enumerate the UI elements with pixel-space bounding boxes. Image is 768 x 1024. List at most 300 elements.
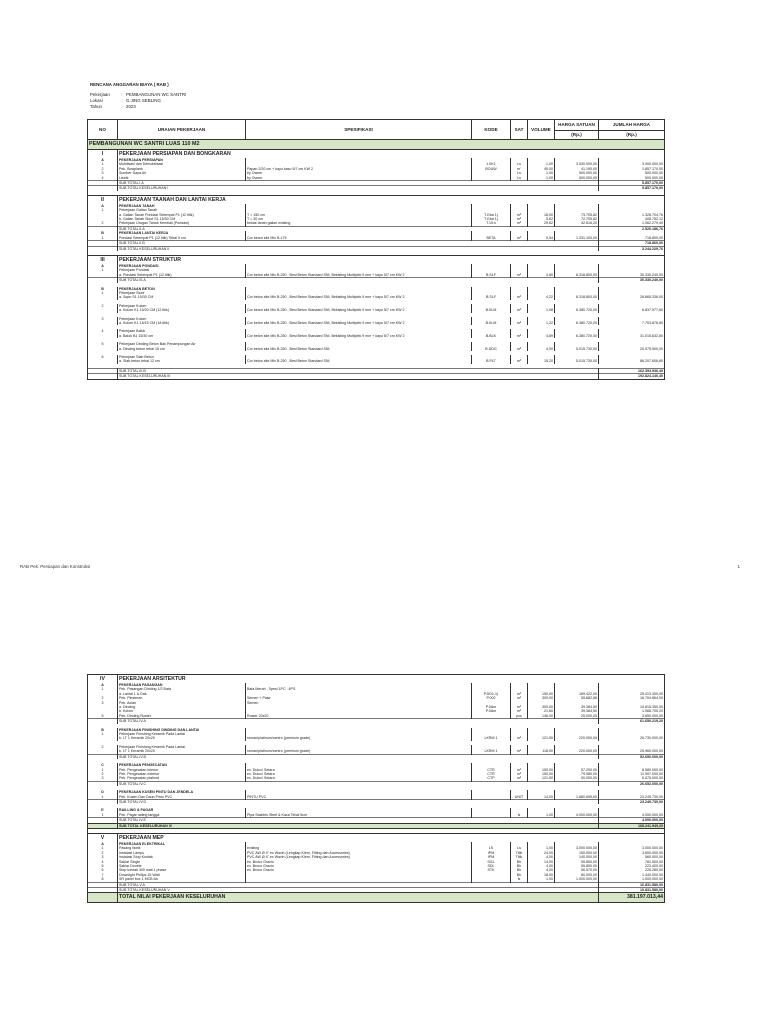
item-unit: m³ bbox=[511, 321, 528, 325]
rab-table-body bbox=[88, 675, 665, 903]
item-unit-price: 79.980,00 bbox=[555, 772, 599, 776]
item-description: Pekerjaan Kolom bbox=[118, 317, 246, 321]
item-description: Instalasi Lampu bbox=[118, 851, 246, 855]
subtotal-label: SUB TOTAL IV.A bbox=[118, 719, 599, 724]
item-volume: 4,00 bbox=[528, 855, 555, 859]
item-description: Stop kontak 300 watt 1 phase bbox=[118, 868, 246, 872]
meta-separator: : bbox=[121, 98, 123, 103]
item-code: CTR bbox=[472, 768, 511, 772]
subtotal-label: SUB TOTAL IV.D bbox=[118, 799, 599, 804]
item-unit: m' bbox=[511, 167, 528, 171]
item-number: 1 bbox=[88, 208, 118, 212]
item-volume: 4,00 bbox=[528, 864, 555, 868]
subtotal-label: SUB TOTAL II.A bbox=[118, 226, 599, 231]
group-title: PEKERJAAN PONDASI bbox=[118, 264, 246, 268]
item-total: 23.249.730,00 bbox=[599, 795, 665, 800]
subtotal-amount: 192.824.146,40 bbox=[599, 374, 665, 379]
item-unit-price: 73.705,82 bbox=[555, 213, 599, 217]
item-unit: m³ bbox=[511, 213, 528, 217]
item-code: B.SLF bbox=[472, 295, 511, 299]
item-code: IPM bbox=[472, 855, 511, 859]
section-header-row bbox=[88, 675, 665, 684]
subtotal-label: SUB TOTAL III.B bbox=[118, 368, 599, 373]
footer-page-number: 1 bbox=[737, 564, 740, 569]
meta-year-row bbox=[90, 104, 390, 110]
group-letter: A bbox=[88, 842, 118, 846]
header-unit: SAT bbox=[511, 120, 528, 140]
meta-key: Pekerjaan bbox=[90, 92, 110, 97]
item-total: 3.000.000,00 bbox=[599, 846, 665, 850]
item-specification: Cor beton site Mix B-250 , Besi Beton Standard SNI, Bekisting Multiplek 9 mm + kayu 5/7 cm KW 2 bbox=[246, 334, 472, 338]
item-unit-price: 72.705,82 bbox=[555, 217, 599, 221]
item-description: Mobilisasi dan Demobilisasi bbox=[118, 162, 246, 166]
section-number: IV bbox=[88, 675, 118, 684]
item-specification: ex. Dulux/ Setara bbox=[246, 768, 472, 772]
group-letter: A bbox=[88, 158, 118, 162]
item-unit-price: 6.380.720,00 bbox=[555, 321, 599, 325]
rab-table-header bbox=[88, 120, 665, 140]
item-unit-price: 55.682,88 bbox=[555, 696, 599, 700]
item-total: 30.330.240,00 bbox=[599, 273, 665, 278]
item-unit-price: 39.384,50 bbox=[555, 705, 599, 709]
item-description: a. Lantai 1 & Dak bbox=[118, 692, 246, 696]
item-volume: 4,89 bbox=[528, 334, 555, 338]
subtotal-label: SUB TOTAL KESELURUHAN IV bbox=[118, 823, 599, 828]
item-unit-price: 42.616,20 bbox=[555, 221, 599, 226]
item-unit-price: 150.000,00 bbox=[555, 851, 599, 855]
item-unit-price: 55.850,00 bbox=[555, 864, 599, 868]
item-unit: m² bbox=[511, 705, 528, 709]
subtotal-label: SUB TOTAL III.A bbox=[118, 278, 599, 283]
item-specification: Papan 2/20 cm + kayu kaso 5/7 cm KW 2 bbox=[246, 167, 472, 171]
subtotal-amount: 5.857.170,00 bbox=[599, 186, 665, 191]
item-total: 3.600.000,00 bbox=[599, 851, 665, 855]
item-volume: 1,08 bbox=[528, 308, 555, 312]
item-code: LKRM 1 bbox=[472, 736, 511, 740]
rab-table-page-1 bbox=[87, 119, 665, 380]
item-specification: bekas tanah galian existing bbox=[246, 221, 472, 226]
item-unit: m³ bbox=[511, 359, 528, 363]
item-description: Pekerjaan Urugan Tanah Kembali (Pondasi) bbox=[118, 221, 246, 226]
subtotal-amount: 162.393.936,40 bbox=[599, 368, 665, 373]
item-description: Pek. Pengecatan plafond bbox=[118, 776, 246, 781]
item-total: 1.440.000,00 bbox=[599, 873, 665, 877]
item-volume: 150,00 bbox=[528, 768, 555, 772]
item-unit-price: 500.000,00 bbox=[555, 176, 599, 181]
item-volume: 18,00 bbox=[528, 873, 555, 877]
item-unit: m² bbox=[511, 772, 528, 776]
item-specification: ex. Broco Grazio bbox=[246, 868, 472, 872]
item-description: a. Pondasi Setempat P1 (12 titik) bbox=[118, 273, 246, 278]
subtotal-amount: 26.652.000,00 bbox=[599, 781, 665, 786]
item-total: 31.015.632,80 bbox=[599, 334, 665, 338]
item-unit-price: 80.000,00 bbox=[555, 873, 599, 877]
section-number: V bbox=[88, 833, 118, 842]
item-number: 2 bbox=[88, 167, 118, 171]
section-header-row bbox=[88, 150, 665, 159]
item-specification: Cor beton site Mix B-250 , Besi Beton Standard SNI, Bekisting Multiplek 9 mm + kayu 5/7 cm KW 2 bbox=[246, 321, 472, 325]
grand-total-row bbox=[88, 893, 665, 903]
item-description: Saklar Double bbox=[118, 864, 246, 868]
subtotal-label: SUB TOTAL IV.C bbox=[118, 781, 599, 786]
item-specification: Semen + Pasir bbox=[246, 696, 472, 700]
item-description: a. Sqon S1 15/30 CM bbox=[118, 295, 246, 299]
item-volume: 300,00 bbox=[528, 696, 555, 700]
item-total: 3.000.000,00 bbox=[599, 162, 665, 166]
item-code: P.0Am bbox=[472, 705, 511, 709]
section-title: PEKERJAAN MEP bbox=[118, 833, 665, 842]
meta-key: Tahun bbox=[90, 104, 102, 109]
item-total: 86.207.606,80 bbox=[599, 359, 665, 363]
item-code: B.PLT bbox=[472, 359, 511, 363]
subtotal-amount: 2.526.186,76 bbox=[599, 226, 665, 231]
subtotal-amount: 3.244.229,76 bbox=[599, 246, 665, 251]
item-description: Listrik bbox=[118, 176, 246, 181]
meta-separator: : bbox=[121, 104, 123, 109]
header-total-currency: (Rp.) bbox=[599, 131, 665, 140]
item-unit-price: 41.190,00 bbox=[555, 167, 599, 171]
item-description: a. Dinding bbox=[118, 705, 246, 709]
item-specification: Semen bbox=[246, 701, 472, 705]
item-description: Pekerjaan Kolom bbox=[118, 304, 246, 308]
item-number: 2 bbox=[88, 772, 118, 776]
item-description: Pek. Bowplank bbox=[118, 167, 246, 171]
item-unit: Bh bbox=[511, 860, 528, 864]
item-unit: m² bbox=[511, 749, 528, 754]
group-letter: A bbox=[88, 683, 118, 687]
rab-table-page-2 bbox=[87, 674, 665, 903]
item-total: 3.650.000,00 bbox=[599, 714, 665, 719]
item-specification: PVC AW Ø 4" ex Wavin (Lengkap Klem, Fitting dan Accessories) bbox=[246, 851, 472, 855]
item-description: a. Balok B1 15/30 cm bbox=[118, 334, 246, 338]
item-code: T.Gba 1) bbox=[472, 213, 511, 217]
item-description: b. LT 1 Keramik 20x20 bbox=[118, 749, 246, 754]
item-unit: Bh bbox=[511, 873, 528, 877]
section-title: PEKERJAAN ARSITEKTUR bbox=[118, 675, 665, 684]
item-volume: 121,50 bbox=[528, 776, 555, 781]
item-description: Pekerjaan Slab Beton bbox=[118, 355, 246, 359]
item-number: 2 bbox=[88, 851, 118, 855]
item-volume: 1,00 bbox=[528, 176, 555, 181]
item-total: 560.000,00 bbox=[599, 855, 665, 859]
item-description: a. Galian Tanah Pondasi Setempat P1 (12 titik) bbox=[118, 213, 246, 217]
item-unit: ls bbox=[511, 813, 528, 818]
item-specification: Bata Merah , Spesi 1PC : 4PS bbox=[246, 687, 472, 691]
item-description: a. Slab beton tebal 12 cm bbox=[118, 359, 246, 363]
item-number: 5 bbox=[88, 864, 118, 868]
item-total: 6.837.977,60 bbox=[599, 308, 665, 312]
item-unit-price: 57.200,00 bbox=[555, 768, 599, 772]
item-description: Instalasi Stop Kontak bbox=[118, 855, 246, 859]
empty-cell bbox=[88, 893, 118, 903]
item-code: STK bbox=[472, 868, 511, 872]
item-total: 1.066.705,20 bbox=[599, 709, 665, 713]
item-specification: Cor beton site Mix B-250 , Besi Beton Standard SNI, Bekisting Multiplek 9 mm + kayu 5/7 cm KW 2 bbox=[246, 295, 472, 299]
item-description: Pekerjaan Galian Tanah bbox=[118, 208, 246, 212]
item-volume: 150,00 bbox=[528, 772, 555, 776]
item-volume: 5,62 bbox=[528, 217, 555, 221]
item-total: 223.400,00 bbox=[599, 864, 665, 868]
item-code: P.0Am bbox=[472, 709, 511, 713]
item-specification: Cor beton site Mix B-250 , Besi Beton Standard SNI bbox=[246, 359, 472, 363]
subtotal-row bbox=[88, 374, 665, 379]
item-code: BETA bbox=[472, 236, 511, 241]
item-unit: Bh bbox=[511, 864, 528, 868]
item-unit-price: 5.015.730,00 bbox=[555, 347, 599, 351]
item-specification: Cor beton site Mix B-250 , Besi Beton Standard SNI, Bekisting Multiplek 9 mm + kayu 5/7 cm KW 2 bbox=[246, 308, 472, 312]
group-letter: B bbox=[88, 728, 118, 732]
item-number: 2 bbox=[88, 221, 118, 226]
project-band-title: PEMBANGUNAN WC SANTRI LUAS 110 M2 bbox=[88, 140, 665, 150]
item-description: Pek. Pengecatan exterior bbox=[118, 772, 246, 776]
subtotal-label: SUB TOTAL II.B bbox=[118, 241, 599, 246]
group-title: PEKERJAAN LANTAI KERJA bbox=[118, 231, 246, 235]
item-total: 7.703.876,80 bbox=[599, 321, 665, 325]
item-description: Pek. Dinding Roster bbox=[118, 714, 246, 719]
item-unit-price: 500.000,00 bbox=[555, 171, 599, 175]
group-title: PEKERJAAN TANAH bbox=[118, 204, 246, 208]
header-unit-price: HARGA SATUAN bbox=[555, 120, 599, 131]
item-unit: m³ bbox=[511, 308, 528, 312]
item-unit: m³ bbox=[511, 217, 528, 221]
section-number: II bbox=[88, 195, 118, 204]
group-letter: A bbox=[88, 264, 118, 268]
item-unit: m³ bbox=[511, 221, 528, 226]
meta-value: PEMBANGUNAN WC SANTRI bbox=[126, 92, 187, 97]
item-number: 1 bbox=[88, 732, 118, 736]
meta-separator: : bbox=[121, 92, 123, 97]
item-volume: 45,00 bbox=[528, 167, 555, 171]
section-title: PEKERJAAN PERSIAPAN DAN BONGKARAN bbox=[118, 150, 665, 159]
item-number: 5 bbox=[88, 342, 118, 346]
item-specification: Cor beton site Mix B-250 , Besi Beton Standard SNI bbox=[246, 347, 472, 351]
item-total: 500.000,00 bbox=[599, 176, 665, 181]
item-number: 6 bbox=[88, 868, 118, 872]
item-unit-price: 3.000.000,00 bbox=[555, 846, 599, 850]
item-total: 226.280,00 bbox=[599, 868, 665, 872]
group-title: PEKERJAAN KUSEN PINTU DAN JENDELA bbox=[118, 790, 246, 794]
subtotal-label: SUB TOTAL KESELURUHAN II bbox=[118, 246, 599, 251]
item-unit-price: 3.000.000,00 bbox=[555, 162, 599, 166]
group-title: PEKERJAAN BETON bbox=[118, 287, 246, 291]
item-number: 1 bbox=[88, 268, 118, 272]
item-code: IPM bbox=[472, 851, 511, 855]
section-number: I bbox=[88, 150, 118, 159]
item-volume: 1,00 bbox=[528, 846, 555, 850]
item-unit-price: 220.000,00 bbox=[555, 749, 599, 754]
item-description: a. Kolom K1 15/15 CM (18 titik) bbox=[118, 321, 246, 325]
item-code: B.DDG bbox=[472, 347, 511, 351]
item-volume: 1,22 bbox=[528, 321, 555, 325]
item-unit: Titik bbox=[511, 855, 528, 859]
item-specification: Cor beton site Mix B-175 bbox=[246, 236, 472, 241]
item-description: Saklar Single bbox=[118, 860, 246, 864]
item-unit-price: 220.000,00 bbox=[555, 736, 599, 740]
item-specification: Roster 20x20 bbox=[246, 714, 472, 719]
item-volume: 24,00 bbox=[528, 851, 555, 855]
subtotal-label: SUB TOTAL IV.E bbox=[118, 818, 599, 823]
item-number: 3 bbox=[88, 317, 118, 321]
item-total: 1.326.704,76 bbox=[599, 213, 665, 217]
item-volume: 118,00 bbox=[528, 749, 555, 754]
item-code: P.DD1-1) bbox=[472, 692, 511, 696]
item-unit: m³ bbox=[511, 334, 528, 338]
group-title: PEKERJAAN ELEKTRIKAL bbox=[118, 842, 246, 846]
item-description: Pekerjaan Dinding Beton Bak Penampungan Air bbox=[118, 342, 246, 346]
item-total: 6.075.000,00 bbox=[599, 776, 665, 781]
section-title: PEKERJAAN TAANAH DAN LANTAI KERJA bbox=[118, 195, 665, 204]
group-title: PEKERJAAN PENGECATAN bbox=[118, 763, 246, 767]
item-volume: 4,00 bbox=[528, 347, 555, 351]
item-unit: ls bbox=[511, 877, 528, 882]
item-unit-price: 5.015.730,00 bbox=[555, 359, 599, 363]
meta-value: 2023 bbox=[126, 104, 136, 109]
item-description: b. Galian Tanah Sloof S1 15/30 CM bbox=[118, 217, 246, 221]
subtotal-label: SUB TOTAL KESELURUHAN III bbox=[118, 374, 599, 379]
item-unit-price: 1.331.100,00 bbox=[555, 236, 599, 241]
item-unit: m² bbox=[511, 709, 528, 713]
item-volume: 150,00 bbox=[528, 692, 555, 696]
item-total: 1.857.170,00 bbox=[599, 167, 665, 171]
item-number: 3 bbox=[88, 171, 118, 175]
item-code: B.KLM bbox=[472, 321, 511, 325]
item-description: Pekerjaan Sloof bbox=[118, 291, 246, 295]
group-title: RAILLING & PAGAR bbox=[118, 808, 246, 812]
subtotal-amount: 30.330.240,00 bbox=[599, 278, 665, 283]
item-unit: m³ bbox=[511, 295, 528, 299]
item-volume: 1,00 bbox=[528, 162, 555, 166]
item-volume: 4,80 bbox=[528, 273, 555, 278]
header-volume: VOLUME bbox=[528, 120, 555, 140]
item-description: Pekerjaan Finishing Keramik Pada Lantai bbox=[118, 732, 246, 736]
item-volume: 29,62 bbox=[528, 221, 555, 226]
item-volume: 121,50 bbox=[528, 736, 555, 740]
item-total: 4.000.000,00 bbox=[599, 813, 665, 818]
item-unit: m² bbox=[511, 776, 528, 781]
item-specification: PVC AW Ø 4" ex Wavin (Lengkap Klem, Fitting dan Accessories) bbox=[246, 855, 472, 859]
subtotal-amount: 168.241.949,20 bbox=[599, 823, 665, 828]
item-total: 26.665.336,00 bbox=[599, 295, 665, 299]
item-number: 2 bbox=[88, 304, 118, 308]
document-header bbox=[90, 82, 390, 110]
subtotal-label: TOTAL NILAI PEKERJAAN KESELURUHAN bbox=[118, 893, 599, 903]
item-description: b. Kolom bbox=[118, 709, 246, 713]
item-code: CTP bbox=[472, 776, 511, 781]
item-specification: by Owner bbox=[246, 171, 472, 175]
item-unit: Bh bbox=[511, 868, 528, 872]
item-unit: Ls bbox=[511, 171, 528, 175]
item-total: 8.580.000,00 bbox=[599, 768, 665, 772]
item-unit: m² bbox=[511, 768, 528, 772]
project-band-row bbox=[88, 140, 665, 150]
page-footer bbox=[20, 564, 740, 569]
item-unit: m² bbox=[511, 736, 528, 740]
item-unit-price: 140.000,00 bbox=[555, 855, 599, 859]
item-unit-price: 4.000.000,00 bbox=[555, 813, 599, 818]
item-description: Pek. Acian bbox=[118, 701, 246, 705]
header-spec: SPESIFIKASI bbox=[246, 120, 472, 140]
group-letter: B bbox=[88, 287, 118, 291]
item-code: 1.0K1 bbox=[472, 162, 511, 166]
item-code: B.KLM bbox=[472, 308, 511, 312]
item-number: 5 bbox=[88, 714, 118, 719]
item-total: 16.704.864,00 bbox=[599, 696, 665, 700]
item-specification: by Owner bbox=[246, 176, 472, 181]
item-number: 2 bbox=[88, 696, 118, 700]
item-specification: ex. Broco Grazio bbox=[246, 860, 472, 864]
item-total: 1.062.279,40 bbox=[599, 221, 665, 226]
item-code: BOUW bbox=[472, 167, 511, 171]
item-total: 1.000.000,00 bbox=[599, 877, 665, 882]
item-description: a. Kolom K1 15/20 CM (12 titik) bbox=[118, 308, 246, 312]
item-unit: Titik bbox=[511, 851, 528, 855]
item-specification: roman/platinum/centro (premium grade) bbox=[246, 736, 472, 740]
item-total: 10.815.350,00 bbox=[599, 705, 665, 709]
header-unit-price-currency: (Rp.) bbox=[555, 131, 599, 140]
item-volume: 146,00 bbox=[528, 714, 555, 719]
item-unit-price: 1.660.695,00 bbox=[555, 795, 599, 800]
item-volume: 1,00 bbox=[528, 877, 555, 882]
item-volume: 14,00 bbox=[528, 860, 555, 864]
item-number: 1 bbox=[88, 236, 118, 241]
meta-value: G.JING SEBLING bbox=[126, 98, 161, 103]
item-number: 1 bbox=[88, 846, 118, 850]
subtotal-label: SUB TOTAL IV.B bbox=[118, 754, 599, 759]
item-specification: ex. Broco Grazio bbox=[246, 864, 472, 868]
item-specification: roman/platinum/centro (premium grade) bbox=[246, 749, 472, 754]
item-specification: Pipa Stainles Steel & Kaca Tebal 5cm bbox=[246, 813, 472, 818]
item-number: 4 bbox=[88, 176, 118, 181]
item-code: T.15.s bbox=[472, 221, 511, 226]
header-item: URAIAN PEKERJAAN bbox=[118, 120, 246, 140]
group-title: PEKERJAAN PASANGAN bbox=[118, 683, 246, 687]
subtotal-amount: 381.197.013,44 bbox=[599, 893, 665, 903]
item-code: B.BLK bbox=[472, 334, 511, 338]
item-number: 7 bbox=[88, 873, 118, 877]
item-unit: UNIT bbox=[511, 795, 528, 800]
item-number: 1 bbox=[88, 687, 118, 691]
item-specification: PINTU PVC bbox=[246, 795, 472, 800]
subtotal-amount: 10.831.580,00 bbox=[599, 888, 665, 893]
item-specification: existing bbox=[246, 846, 472, 850]
item-code: SDL bbox=[472, 864, 511, 868]
item-description: Pekerjaan Pondasi bbox=[118, 268, 246, 272]
item-volume: 4,00 bbox=[528, 868, 555, 872]
item-total: 11.997.000,00 bbox=[599, 772, 665, 776]
section-header-row bbox=[88, 833, 665, 842]
item-description: Pondasi Setempat P1 (12 titik) Tebal 5 cm bbox=[118, 236, 246, 241]
item-description: Pek. Kusen Dan Daun Pintu PVC bbox=[118, 795, 246, 800]
item-number: 3 bbox=[88, 855, 118, 859]
item-volume: 0,54 bbox=[528, 236, 555, 241]
item-number: 1 bbox=[88, 162, 118, 166]
item-volume: 15,20 bbox=[528, 359, 555, 363]
empty-cell bbox=[88, 374, 118, 379]
item-description: SR panel box 1 MCB 6A bbox=[118, 877, 246, 882]
item-number: 3 bbox=[88, 776, 118, 781]
item-number: 1 bbox=[88, 813, 118, 818]
group-letter: E bbox=[88, 808, 118, 812]
item-unit: m³ bbox=[511, 347, 528, 351]
item-volume: 14,00 bbox=[528, 795, 555, 800]
item-description: Pekerjaan Finishing Keramik Pada Lantai bbox=[118, 745, 246, 749]
item-description: Pek. Pasangan Dinding 1/2 Bata bbox=[118, 687, 246, 691]
item-unit: pcs bbox=[511, 714, 528, 719]
subtotal-amount: 52.690.000,00 bbox=[599, 754, 665, 759]
group-letter: A bbox=[88, 204, 118, 208]
section-title: PEKERJAAN STRUKTUR bbox=[118, 255, 665, 264]
group-title: PEKERJAAN PERSIAPAN bbox=[118, 158, 246, 162]
